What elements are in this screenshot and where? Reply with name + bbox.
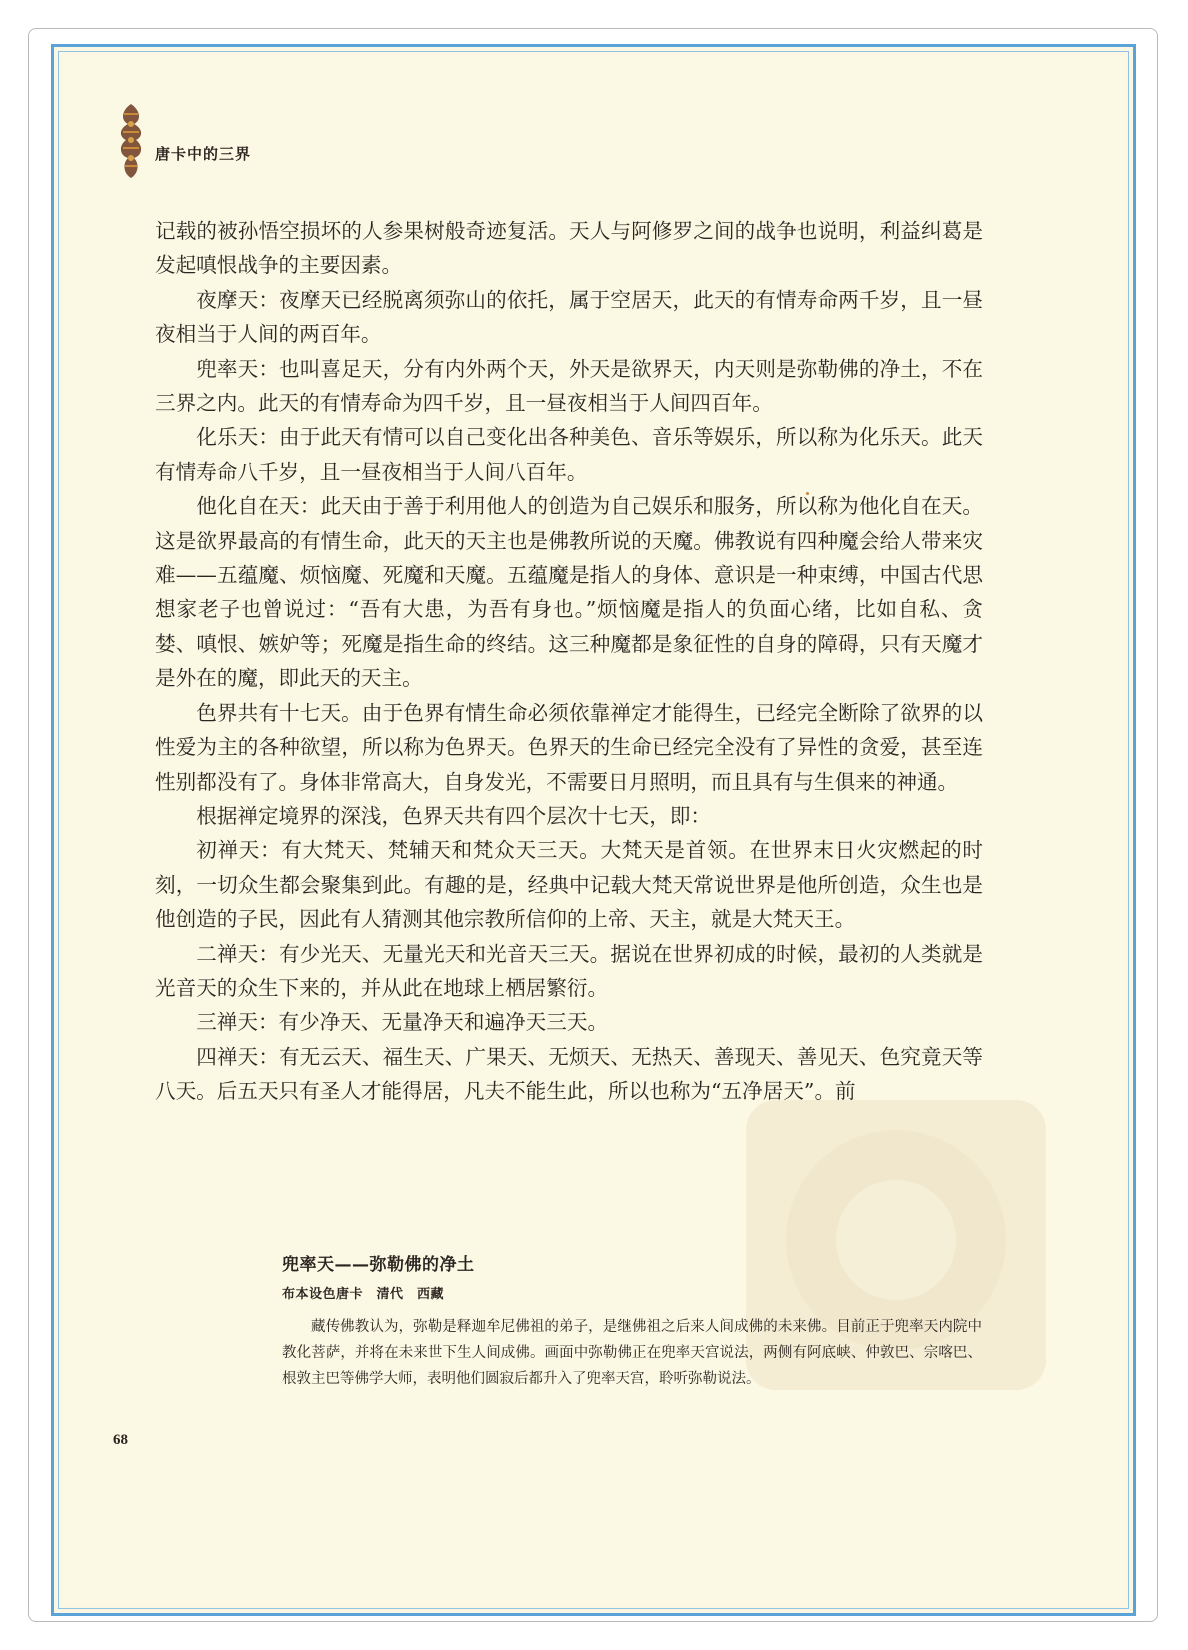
paragraph: 化乐天：由于此天有情可以自己变化出各种美色、音乐等娱乐，所以称为化乐天。此天有情寿命八千岁，且一昼夜相当于人间八百年。 [155, 425, 983, 484]
paragraph: 初禅天：有大梵天、梵辅天和梵众天三天。大梵天是首领。在世界末日火灾燃起的时刻，一切众生都会聚集到此。有趣的是，经典中记载大梵天常说世界是他所创造，众生也是他创造的子民，因此有人猜测其他宗教所信仰的上帝、天主，就是大梵天王。 [155, 838, 983, 932]
caption-subtitle: 布本设色唐卡 清代 西藏 [282, 1287, 445, 1302]
paragraph: 夜摩天：夜摩天已经脱离须弥山的依托，属于空居天，此天的有情寿命两千岁，且一昼夜相当于人间的两百年。 [155, 287, 983, 347]
caption-text: 藏传佛教认为，弥勒是释迦牟尼佛祖的弟子，是继佛祖之后来人间成佛的未来佛。目前正于兜率天内院中教化菩萨，并将在未来世下生人间成佛。画面中弥勒佛正在兜率天宫说法，两侧有阿底峡、仲敦巴、宗喀巴、根敦主巴等佛学大师，表明他们圆寂后都升入了兜率天宫，聆听弥勒说法。 [282, 1319, 982, 1387]
paragraph: 三禅天：有少净天、无量净天和遍净天三天。 [196, 1010, 609, 1035]
paragraph: 根据禅定境界的深浅，色界天共有四个层次十七天，即： [196, 803, 712, 828]
paragraph: 色界共有十七天。由于色界有情生命必须依靠禅定才能得生，已经完全断除了欲界的以性爱为主的各种欲望，所以称为色界天。色界天的生命已经完全没有了异性的贪爱，甚至连性别都没有了。身体非常高大，自身发光，不需要日月照明，而且具有与生俱来的神通。 [155, 700, 983, 794]
running-head: 唐卡中的三界 [155, 145, 252, 163]
ornament-icon [114, 102, 148, 180]
figure-caption [282, 1250, 982, 1392]
paragraph: 记载的被孙悟空损坏的人参果树般奇迹复活。天人与阿修罗之间的战争也说明，利益纠葛是发起嗔恨战争的主要因素。 [155, 219, 983, 278]
page-number: 68 [113, 1432, 128, 1448]
paragraph: 他化自在天：此天由于善于利用他人的创造为自己娱乐和服务，所以称为他化自在天。这是欲界最高的有情生命，此天的天主也是佛教所说的天魔。佛教说有四种魔会给人带来灾难——五蕴魔、烦恼魔、死魔和天魔。五蕴魔是指人的身体、意识是一种束缚，中国古代思想家老子也曾说过：“吾有大患，为吾有身也。”烦恼魔是指人的负面心绪，比如自私、贪婪、嗔恨、嫉妒等；死魔是指生命的终结。这三种魔都是象征性的自身的障碍，只有天魔才是外在的魔，即此天的天主。 [155, 494, 983, 691]
paragraph: 兜率天：也叫喜足天，分有内外两个天，外天是欲界天，内天则是弥勒佛的净土，不在三界之内。此天的有情寿命为四千岁，且一昼夜相当于人间四百年。 [155, 356, 983, 416]
paragraph: 四禅天：有无云天、福生天、广果天、无烦天、无热天、善现天、善见天、色究竟天等八天。后五天只有圣人才能得居，凡夫不能生此，所以也称为“五净居天”。前 [155, 1044, 983, 1104]
paragraph: 二禅天：有少光天、无量光天和光音天三天。据说在世界初成的时候，最初的人类就是光音天的众生下来的，并从此在地球上栖居繁衍。 [155, 941, 983, 1000]
caption-title: 兜率天——弥勒佛的净土 [282, 1255, 475, 1275]
body-text [155, 214, 983, 1109]
